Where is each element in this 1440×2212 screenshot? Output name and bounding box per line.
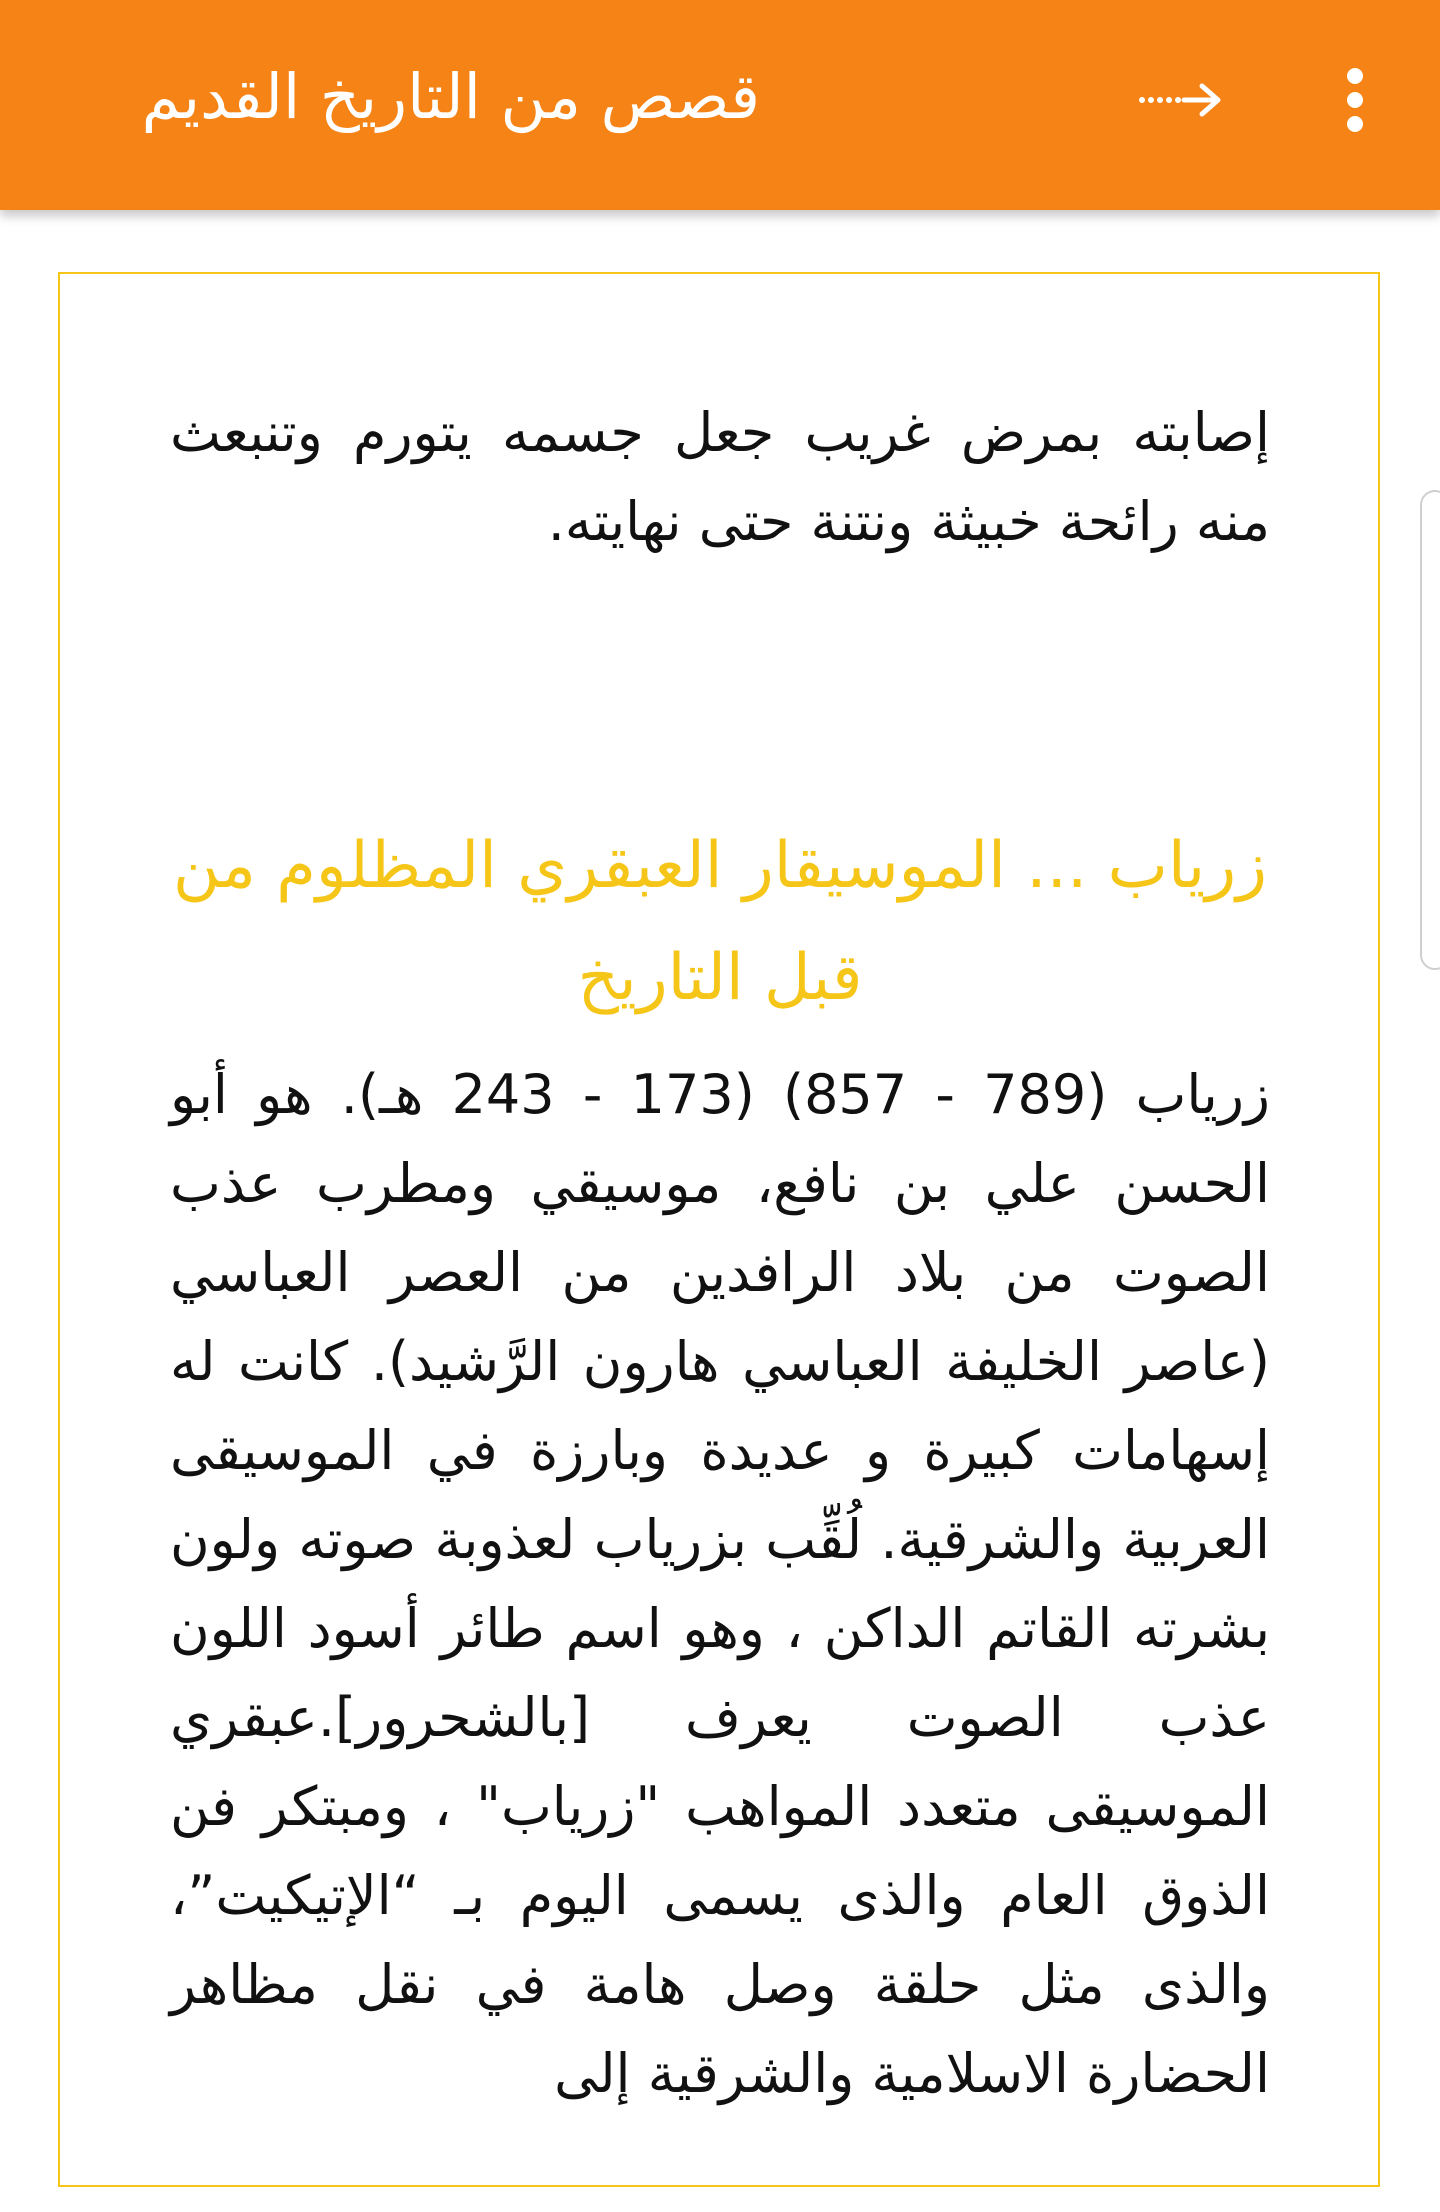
dotted-arrow-right-icon	[1130, 65, 1230, 135]
article-title: زرياب ... الموسيقار العبقري المظلوم من قبل التاريخ	[172, 829, 1268, 1015]
scroll-handle[interactable]	[1420, 490, 1440, 970]
more-options-button[interactable]	[1320, 60, 1390, 140]
intro-paragraph: إصابته بمرض غريب جعل جسمه يتورم وتنبعث منه رائحة خبيثة ونتنة حتى نهايته.	[170, 401, 1270, 553]
more-vertical-icon	[1320, 60, 1390, 140]
article-body: زرياب (789 - 857) (173 - 243 هـ). هو أبو الحسن علي بن نافع، موسيقي ومطرب عذب الصوت من بلاد الرافدين من العصر العباسي (عاصر الخليفة العباسي هارون الرَّشيد). كانت له إسهامات كبيرة و عديدة وبارزة في الموسيقى العربية والشرقية. لُقِّب بزرياب لعذوبة صوته ولون بشرته القاتم الداكن ، وهو اسم طائر أسود اللون عذب الصوت يعرف [بالشحرور].عبقري الموسيقى متعدد المواهب "زرياب" ، ومبتكر فن الذوق العام والذى يسمى اليوم بـ “الإتيكيت”، والذى مثل حلقة وصل هامة في نقل مظاهر الحضارة الاسلامية والشرقية إلى	[170, 1063, 1270, 2105]
back-button[interactable]	[1130, 65, 1230, 135]
app-title: قصص من التاريخ القديم	[141, 60, 760, 133]
app-bar	[0, 0, 1440, 210]
